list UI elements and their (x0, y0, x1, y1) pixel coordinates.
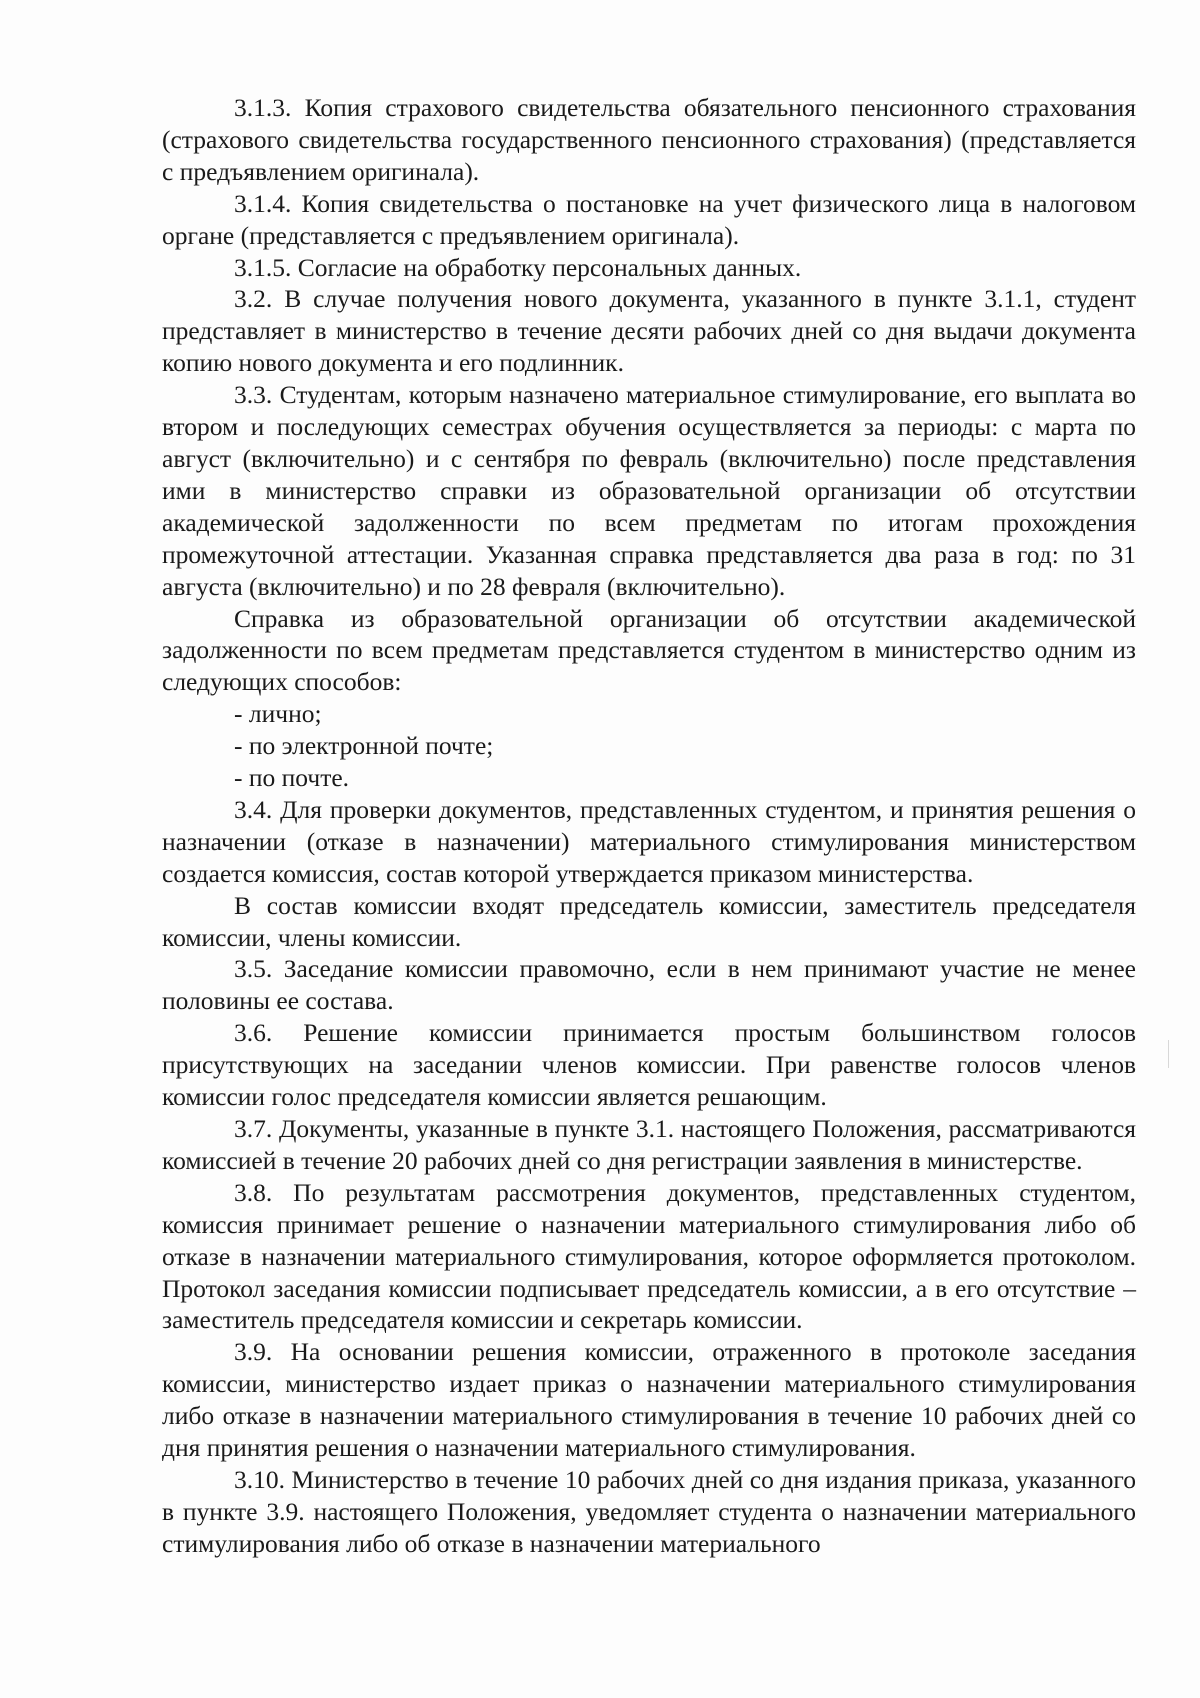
paragraph-3-3: 3.3. Студентам, которым назначено материальное стимулирование, его выплата во втором и последующих семестрах обучения осуществляется за периоды: с марта по август (включительно) и с сентября по февраль (включительно) после представления ими в министерство справки из образовательной организации об отсутствии академической задолженности по всем предметам по итогам прохождения промежуточной аттестации. Указанная справка представляется два раза в год: по 31 августа (включительно) и по 28 февраля (включительно). (162, 380, 1136, 601)
paragraph-certificate-delivery: Справка из образовательной организации об отсутствии академической задолженности по всем предметам представляется студентом в министерство одним из следующих способов: (162, 603, 1136, 697)
paragraph-3-6: 3.6. Решение комиссии принимается простым большинством голосов присутствующих на заседании членов комиссии. При равенстве голосов членов комиссии голос председателя комиссии является решающим. (162, 1018, 1136, 1112)
paragraph-3-2: 3.2. В случае получения нового документа, указанного в пункте 3.1.1, студент представляет в министерство в течение десяти рабочих дней со дня выдачи документа копию нового документа и его подлинник. (162, 284, 1136, 378)
paragraph-3-9: 3.9. На основании решения комиссии, отраженного в протоколе заседания комиссии, министерство издает приказ о назначении материального стимулирования либо отказе в назначении материального стимулирования в течение 10 рабочих дней со дня принятия решения о назначении материального стимулирования. (162, 1337, 1136, 1463)
list-item-email: - по электронной почте; (234, 731, 494, 761)
scan-edge-mark (1168, 1040, 1169, 1068)
paragraph-3-1-3: 3.1.3. Копия страхового свидетельства обязательного пенсионного страхования (страхового свидетельства государственного пенсионного страхования) (представляется с предъявлением оригинала). (162, 93, 1136, 186)
list-item-post: - по почте. (234, 763, 350, 793)
paragraph-3-10: 3.10. Министерство в течение 10 рабочих дней со дня издания приказа, указанного в пункте 3.9. настоящего Положения, уведомляет студента о назначении материального стимулирования либо об отказе в назначении материального (162, 1464, 1136, 1558)
paragraph-3-5: 3.5. Заседание комиссии правомочно, если в нем принимают участие не менее половины ее состава. (162, 954, 1136, 1016)
paragraph-commission-members: В состав комиссии входят председатель комиссии, заместитель председателя комиссии, члены комиссии. (162, 890, 1136, 952)
paragraph-3-1-4: 3.1.4. Копия свидетельства о постановке на учет физического лица в налоговом органе (представляется с предъявлением оригинала). (162, 188, 1136, 250)
document-body (162, 92, 1136, 1560)
list-item-in-person: - лично; (234, 699, 322, 729)
paragraph-3-7: 3.7. Документы, указанные в пункте 3.1. настоящего Положения, рассматриваются комиссией в течение 20 рабочих дней со дня регистрации заявления в министерстве. (162, 1114, 1136, 1175)
paragraph-3-1-5: 3.1.5. Согласие на обработку персональных данных. (234, 252, 802, 282)
paragraph-3-8: 3.8. По результатам рассмотрения документов, представленных студентом, комиссия принимает решение о назначении материального стимулирования либо об отказе в назначении материального стимулирования, которое оформляется протоколом. Протокол заседания комиссии подписывает председатель комиссии, а в его отсутствие – заместитель председателя комиссии и секретарь комиссии. (162, 1177, 1136, 1335)
paragraph-3-4: 3.4. Для проверки документов, представленных студентом, и принятия решения о назначении (отказе в назначении) материального стимулирования министерством создается комиссия, состав которой утверждается приказом министерства. (162, 794, 1136, 888)
